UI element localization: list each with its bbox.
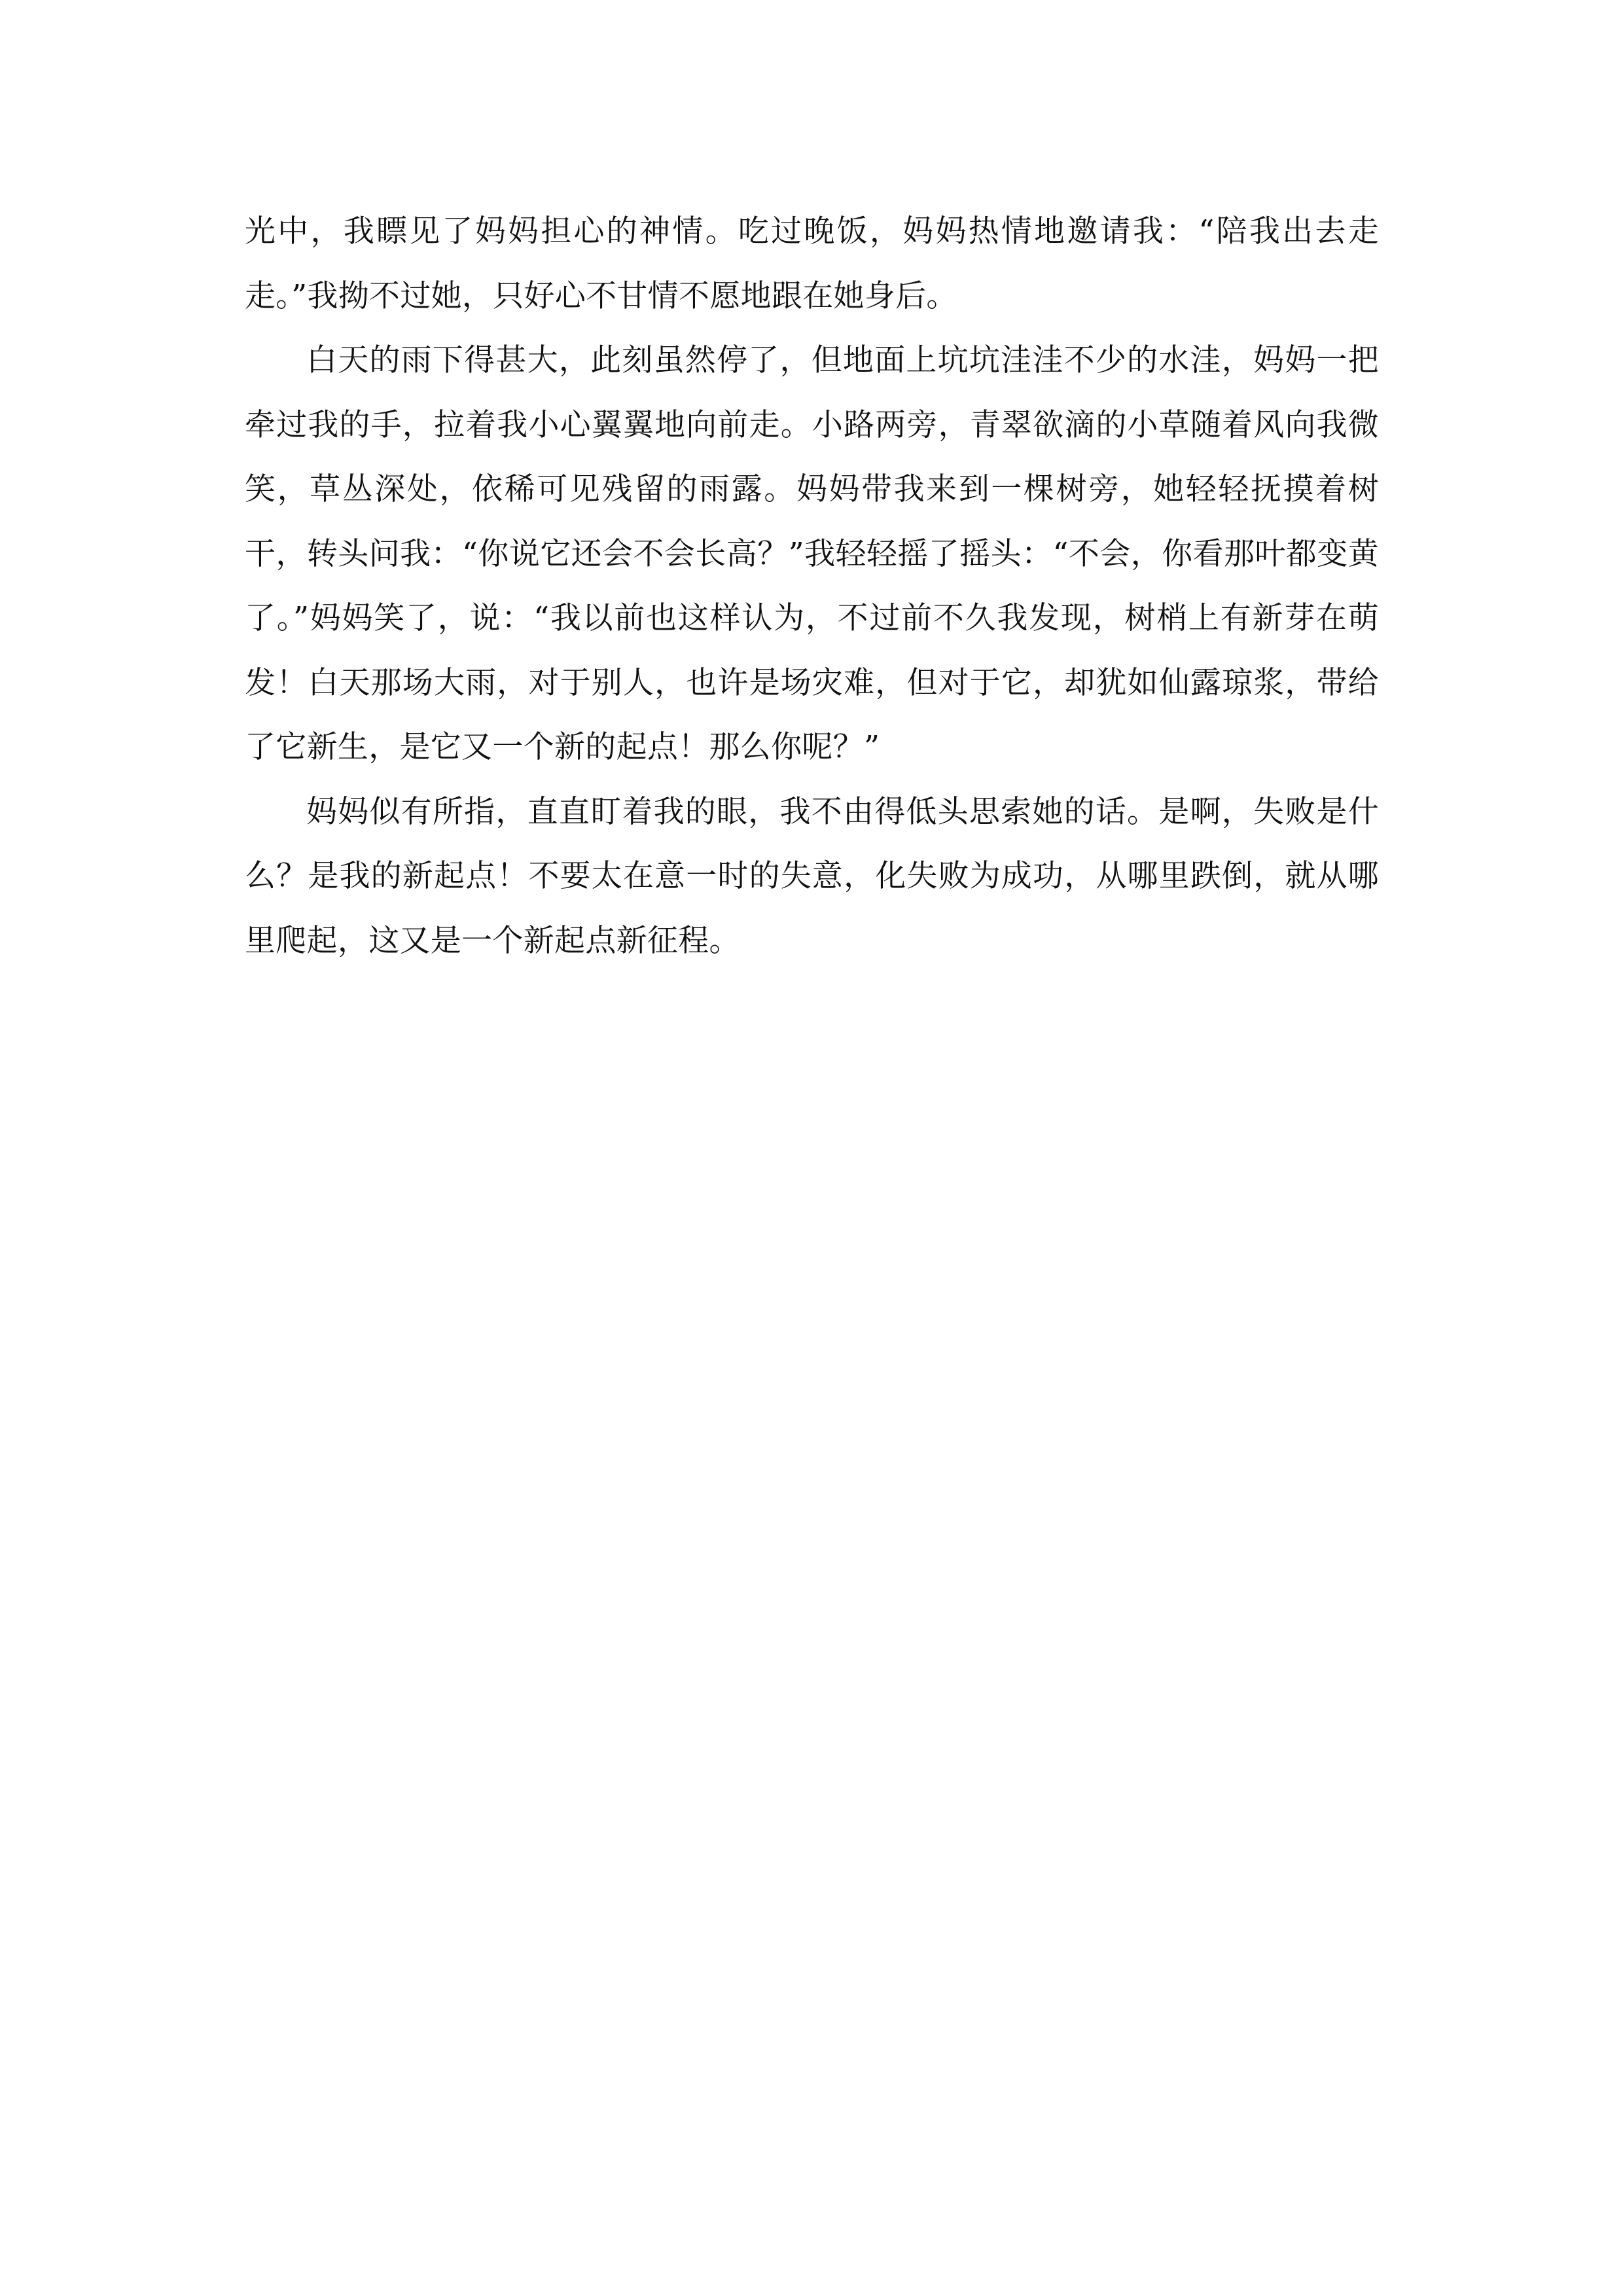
document-body	[245, 200, 1379, 973]
paragraph-reflection: 妈妈似有所指，直直盯着我的眼，我不由得低头思索她的话。是啊，失败是什么？是我的新起点！不要太在意一时的失意，化失败为成功，从哪里跌倒，就从哪里爬起，这又是一个新起点新征程。	[245, 793, 1379, 959]
paragraph-walk: 白天的雨下得甚大，此刻虽然停了，但地面上坑坑洼洼不少的水洼，妈妈一把牵过我的手，拉着我小心翼翼地向前走。小路两旁，青翠欲滴的小草随着风向我微笑，草丛深处，依稀可见残留的雨露。妈妈带我来到一棵树旁，她轻轻抚摸着树干，转头问我：“你说它还会不会长高？”我轻轻摇了摇头：“不会，你看那叶都变黄了。”妈妈笑了，说：“我以前也这样认为，不过前不久我发现，树梢上有新芽在萌发！白天那场大雨，对于别人，也许是场灾难，但对于它，却犹如仙露琼浆，带给了它新生，是它又一个新的起点！那么你呢？”	[245, 342, 1379, 765]
paragraph-continuation: 光中，我瞟见了妈妈担心的神情。吃过晚饭，妈妈热情地邀请我：“陪我出去走走。”我拗不过她，只好心不甘情不愿地跟在她身后。	[245, 213, 1379, 314]
